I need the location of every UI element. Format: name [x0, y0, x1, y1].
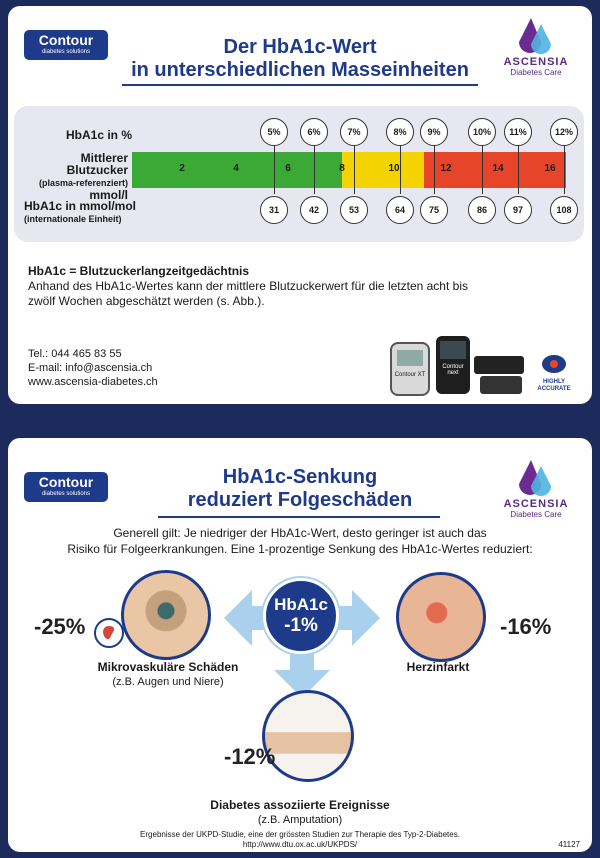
- document-code: 41127: [558, 840, 580, 849]
- kidney-icon: [94, 618, 124, 648]
- page-title: [108, 36, 492, 82]
- marker-line: [518, 146, 519, 194]
- contour-logo-sub-2: diabetes solutions: [41, 491, 91, 497]
- contact-web[interactable]: www.ascensia-diabetes.ch: [28, 376, 158, 388]
- percent-marker: 6%: [300, 118, 328, 146]
- label-mmol-mol: [24, 200, 136, 225]
- scale-tick: 14: [492, 163, 504, 174]
- diabetes-events-percent: -12%: [224, 744, 276, 769]
- title-underline: [122, 84, 478, 86]
- ascensia-sub: Diabetes Care: [510, 68, 562, 77]
- percent-marker: 7%: [340, 118, 368, 146]
- title2-underline: [158, 516, 440, 518]
- heart-attack-caption: [378, 660, 498, 675]
- contour-logo-brand-2: Contour: [38, 474, 94, 490]
- badge-icon: [541, 354, 567, 374]
- ascensia-name-2: ASCENSIA: [503, 498, 569, 510]
- title-line-2: in unterschiedlichen Masseinheiten: [131, 59, 469, 81]
- label-hba1c-percent: HbA1c in %: [66, 128, 133, 142]
- percent-marker: 12%: [550, 118, 578, 146]
- heart-attack-icon: [396, 572, 486, 662]
- label-mol-1: HbA1c in mmol/mol: [24, 199, 137, 213]
- marker-line: [482, 146, 483, 194]
- scale-tick: 10: [388, 163, 400, 174]
- meter-contour-xt: [390, 342, 430, 396]
- scale-tick: 16: [544, 163, 556, 174]
- marker-line: [564, 146, 565, 194]
- eye-icon: [121, 570, 211, 660]
- label-mol-2: (internationale Einheit): [24, 214, 122, 224]
- ascensia-logo: [496, 16, 576, 77]
- mmol-mol-marker: 86: [468, 196, 496, 224]
- marker-line: [354, 146, 355, 194]
- ascensia-logo-2: [496, 458, 576, 519]
- highly-accurate-badge: [532, 354, 576, 393]
- definition-line-2: zwölf Wochen abgeschätzt werden (s. Abb.).: [28, 294, 265, 308]
- meter-label-xt: Contour XT: [394, 372, 426, 378]
- scale-tick: 8: [339, 163, 345, 174]
- micro-damage-title: Mikrovaskuläre Schäden: [97, 660, 239, 674]
- micro-damage-caption: [78, 660, 258, 689]
- mmol-mol-marker: 31: [260, 196, 288, 224]
- badge-text: HIGHLY ACCURATE: [537, 379, 571, 392]
- micro-damage-percent: -25%: [34, 614, 86, 639]
- meter-small: [480, 376, 522, 394]
- contour-logo-sub: diabetes solutions: [41, 49, 91, 55]
- scale-tick: 6: [285, 163, 291, 174]
- scale-tick: 4: [233, 163, 239, 174]
- ascensia-sub-2: Diabetes Care: [510, 510, 562, 519]
- contact-tel: Tel.: 044 465 83 55: [28, 348, 122, 360]
- ascensia-name: ASCENSIA: [503, 56, 569, 68]
- contour-logo-2: [24, 472, 108, 502]
- foot-icon: [262, 690, 354, 782]
- footer-source: [8, 830, 592, 850]
- label-bz-2: (plasma-referenziert): [38, 178, 128, 188]
- marker-line: [314, 146, 315, 194]
- mmol-mol-marker: 42: [300, 196, 328, 224]
- percent-marker: 5%: [260, 118, 288, 146]
- diabetes-events-sub: (z.B. Amputation): [257, 814, 343, 826]
- title2-line-1: HbA1c-Senkung: [222, 466, 378, 488]
- hba1c-units-card: [8, 6, 592, 404]
- percent-marker: 9%: [420, 118, 448, 146]
- definition-line-1: Anhand des HbA1c-Wertes kann der mittlere Blutzuckerwert für die letzten acht bis: [28, 279, 468, 293]
- percent-marker: 10%: [468, 118, 496, 146]
- scale-tick: 12: [440, 163, 452, 174]
- definition-title: HbA1c = Blutzuckerlangzeitgedächtnis: [28, 264, 250, 278]
- ascensia-drop-icon: [517, 16, 555, 54]
- footer-line-2[interactable]: http://www.dtu.ox.ac.uk/UKPDS/: [242, 840, 358, 849]
- marker-line: [400, 146, 401, 194]
- title2-line-2: reduziert Folgeschäden: [187, 489, 413, 511]
- mmol-mol-marker: 108: [550, 196, 578, 224]
- contact-email[interactable]: E-mail: info@ascensia.ch: [28, 362, 153, 374]
- micro-damage-sub: (z.B. Augen und Niere): [112, 676, 224, 688]
- hba1c-reduction-card: [8, 438, 592, 852]
- diabetes-events-title: Diabetes assoziierte Ereignisse: [210, 798, 390, 812]
- meter-contour-next: [436, 336, 470, 394]
- intro-line-2: Risiko für Folgeerkrankungen. Eine 1-prozentige Senkung des HbA1c-Wertes reduziert:: [67, 542, 533, 556]
- mmol-mol-marker: 53: [340, 196, 368, 224]
- meters-image: [390, 336, 526, 396]
- center-label: HbA1c: [274, 595, 328, 614]
- marker-line: [274, 146, 275, 194]
- mmol-mol-marker: 64: [386, 196, 414, 224]
- meter-label-next: Contour next: [442, 364, 464, 376]
- mmol-mol-marker: 75: [420, 196, 448, 224]
- label-blood-sugar: [24, 152, 128, 201]
- marker-line: [434, 146, 435, 194]
- contour-logo: [24, 30, 108, 60]
- intro-line-1: Generell gilt: Je niedriger der HbA1c-Wert, desto geringer ist auch das: [113, 526, 487, 540]
- diabetes-events-caption: [188, 798, 412, 827]
- page-title-2: [108, 466, 492, 512]
- contour-logo-brand: Contour: [38, 32, 94, 48]
- percent-marker: 11%: [504, 118, 532, 146]
- ascensia-drop-icon-2: [517, 458, 555, 496]
- scale-tick: 2: [179, 163, 185, 174]
- label-bz-1: Mittlerer Blutzucker: [66, 151, 128, 177]
- heart-attack-title: Herzinfarkt: [406, 660, 470, 674]
- meter-usb: [474, 356, 524, 374]
- hba1c-center-badge: [263, 578, 339, 654]
- title-line-1: Der HbA1c-Wert: [223, 36, 377, 58]
- footer-line-1: Ergebnisse der UKPD-Studie, eine der grössten Studien zur Therapie des Typ-2-Diabetes.: [140, 830, 460, 839]
- center-value: -1%: [284, 615, 318, 636]
- percent-marker: 8%: [386, 118, 414, 146]
- heart-attack-percent: -16%: [500, 614, 552, 639]
- label-bz-3: mmol/l: [89, 188, 128, 202]
- mmol-mol-marker: 97: [504, 196, 532, 224]
